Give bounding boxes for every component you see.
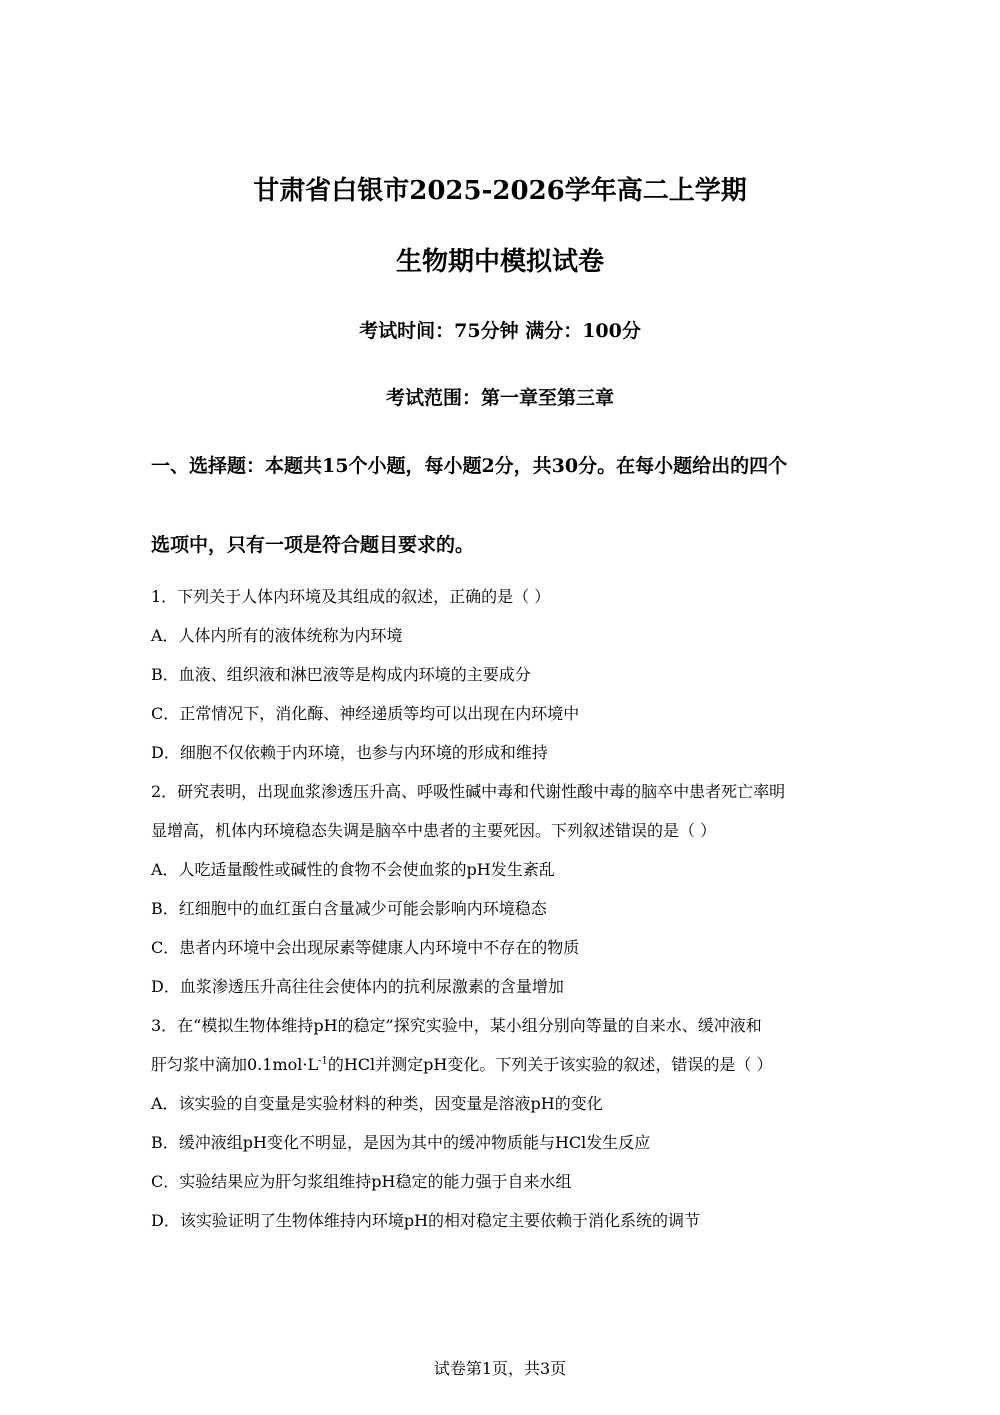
question-3-stem-line2-post: 的HCl并测定pH变化。下列关于该实验的叙述，错误的是（ ） xyxy=(327,1055,773,1074)
question-3-option-d: D．该实验证明了生物体维持内环境pH的相对稳定主要依赖于消化系统的调节 xyxy=(151,1211,701,1230)
question-3-stem-line2-pre: 肝匀浆中滴加0.1mol·L xyxy=(151,1055,319,1074)
question-3-option-b: B．缓冲液组pH变化不明显，是因为其中的缓冲物质能与HCl发生反应 xyxy=(151,1133,651,1152)
question-1-option-d: D．细胞不仅依赖于内环境，也参与内环境的形成和维持 xyxy=(151,743,548,762)
section-heading-line1: 一、选择题：本题共15个小题，每小题2分，共30分。在每小题给出的四个 xyxy=(151,455,788,477)
question-3-stem-line1: 3．在“模拟生物体维持pH的稳定”探究实验中，某小组分别向等量的自来水、缓冲液和 xyxy=(151,1016,762,1035)
question-1-option-c: C．正常情况下，消化酶、神经递质等均可以出现在内环境中 xyxy=(151,704,580,723)
page-title-line1: 甘肃省白银市2025-2026学年高二上学期 xyxy=(253,176,747,206)
question-2-option-b: B．红细胞中的血红蛋白含量减少可能会影响内环境稳态 xyxy=(151,899,547,918)
question-2-stem-line2: 显增高，机体内环境稳态失调是脑卒中患者的主要死因。下列叙述错误的是（ ） xyxy=(151,821,717,840)
question-2-option-c: C．患者内环境中会出现尿素等健康人内环境中不存在的物质 xyxy=(151,938,580,957)
page-title-line2: 生物期中模拟试卷 xyxy=(395,247,604,277)
question-3-stem-line2-exponent: -1 xyxy=(318,1055,328,1067)
question-1-option-b: B．血液、组织液和淋巴液等是构成内环境的主要成分 xyxy=(151,665,531,684)
question-2-stem-line1: 2．研究表明，出现血浆渗透压升高、呼吸性碱中毒和代谢性酸中毒的脑卒中患者死亡率明 xyxy=(151,782,786,801)
section-heading-line2: 选项中，只有一项是符合题目要求的。 xyxy=(151,534,475,556)
question-2-option-d: D．血浆渗透压升高往往会使体内的抗利尿激素的含量增加 xyxy=(151,977,564,996)
question-1-stem: 1．下列关于人体内环境及其组成的叙述，正确的是（ ） xyxy=(151,587,551,606)
question-3-option-c: C．实验结果应为肝匀浆组维持pH稳定的能力强于自来水组 xyxy=(151,1172,572,1191)
question-3-option-a: A．该实验的自变量是实验材料的种类，因变量是溶液pH的变化 xyxy=(151,1094,603,1113)
question-3-stem-line2 xyxy=(151,1052,772,1075)
question-2-option-a: A．人吃适量酸性或碱性的食物不会使血浆的pH发生紊乱 xyxy=(151,860,555,879)
page-footer: 试卷第1页，共3页 xyxy=(433,1359,567,1378)
exam-scope: 考试范围：第一章至第三章 xyxy=(385,387,614,409)
question-1-option-a: A．人体内所有的液体统称为内环境 xyxy=(151,626,403,645)
exam-time: 考试时间：75分钟 满分：100分 xyxy=(359,320,641,342)
